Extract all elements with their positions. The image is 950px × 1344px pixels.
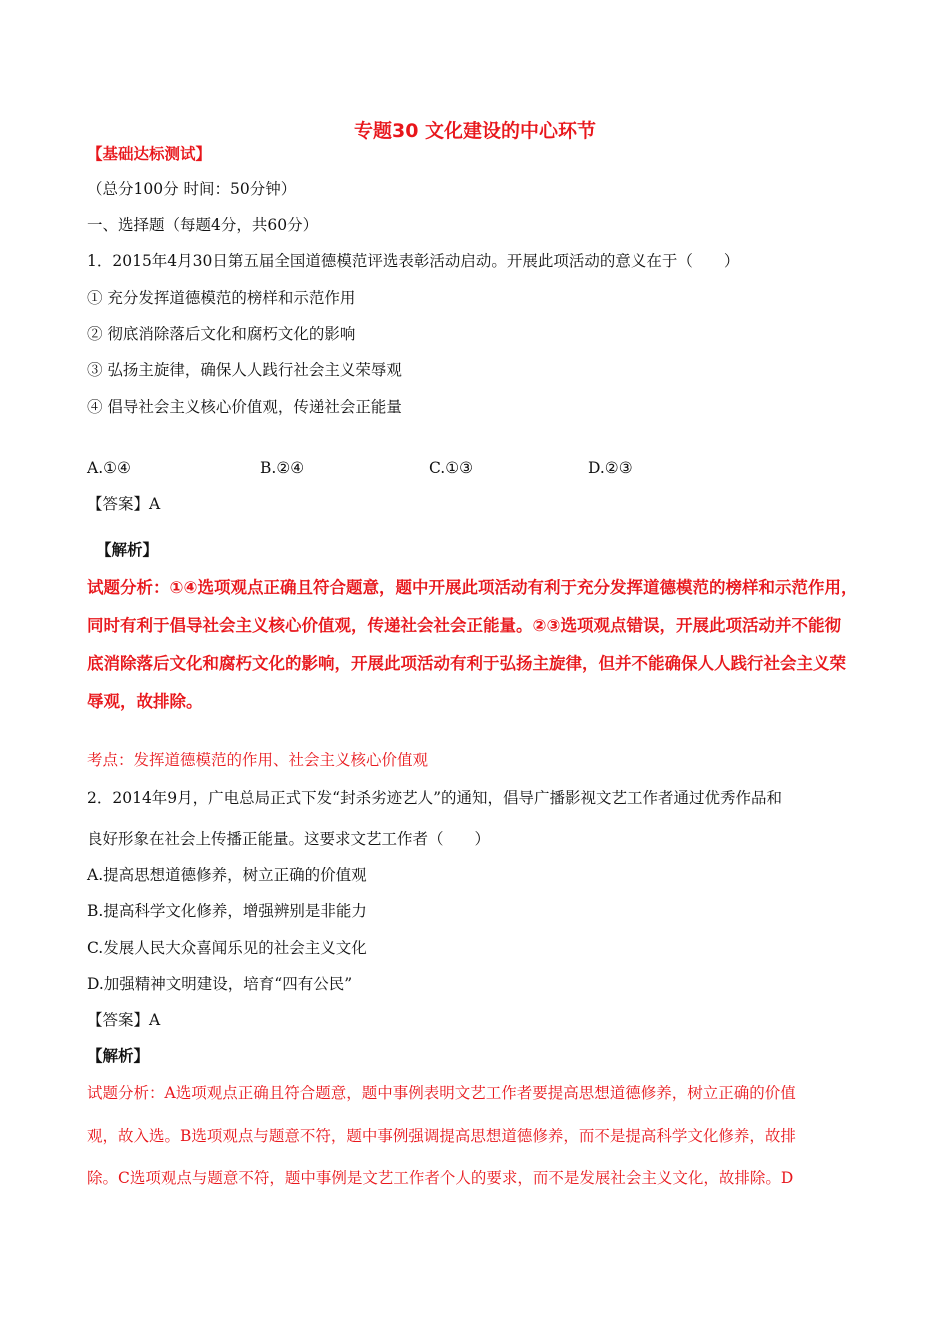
q2-option-d: D.加强精神文明建设，培育“四有公民” [87,975,353,993]
q2-analysis-line: 观，故入选。B选项观点与题意不符，题中事例强调提高思想道德修养，而不是提高科学文化修养，故排 [87,1127,796,1145]
q2-option-c: C.发展人民大众喜闻乐见的社会主义文化 [87,939,367,957]
q2-option-b: B.提高科学文化修养，增强辨别是非能力 [87,902,367,920]
q1-answer: 【答案】A [87,495,161,513]
q1-item: ② 彻底消除落后文化和腐朽文化的影响 [87,325,356,343]
q1-item: ③ 弘扬主旋律，确保人人践行社会主义荣辱观 [87,361,402,379]
q1-stem: 1．2015年4月30日第五届全国道德模范评选表彰活动启动。开展此项活动的意义在于（ ） [87,252,740,270]
part1-heading: 一、选择题（每题4分，共60分） [87,216,319,234]
q1-analysis-line: 试题分析：①④选项观点正确且符合题意，题中开展此项活动有利于充分发挥道德模范的榜样和示范作用， [87,578,858,597]
q2-stem-line: 良好形象在社会上传播正能量。这要求文艺工作者（ ） [87,830,491,848]
q2-analysis-label: 【解析】 [87,1046,150,1065]
q1-option-a: A.①④ [87,459,131,477]
q1-option-b: B.②④ [260,459,305,477]
q2-analysis-line: 试题分析：A选项观点正确且符合题意，题中事例表明文艺工作者要提高思想道德修养，树立正确的价值 [87,1084,796,1102]
q1-analysis-line: 辱观，故排除。 [87,692,203,711]
document-title: 专题30 文化建设的中心环节 [353,120,597,142]
q2-analysis-line: 除。C选项观点与题意不符，题中事例是文艺工作者个人的要求，而不是发展社会主义文化，故排除。D [87,1169,794,1187]
q1-item: ① 充分发挥道德模范的榜样和示范作用 [87,289,356,307]
section-label: 【基础达标测试】 [87,144,212,163]
q1-analysis-line: 底消除落后文化和腐朽文化的影响，开展此项活动有利于弘扬主旋律，但并不能确保人人践行社会主义荣 [87,654,846,673]
q1-item: ④ 倡导社会主义核心价值观，传递社会正能量 [87,398,402,416]
q1-option-c: C.①③ [429,459,474,477]
q1-kaodian: 考点：发挥道德模范的作用、社会主义核心价值观 [87,751,429,769]
q2-stem-line: 2．2014年9月，广电总局正式下发“封杀劣迹艺人”的通知，倡导广播影视文艺工作者通过优秀作品和 [87,789,783,807]
q1-analysis-line: 同时有利于倡导社会主义核心价值观，传递社会社会正能量。②③选项观点错误，开展此项活动并不能彻 [87,616,841,635]
q2-answer: 【答案】A [87,1011,161,1029]
q1-analysis-label: 【解析】 [96,540,159,559]
exam-meta: （总分100分 时间：50分钟） [87,180,297,198]
q2-option-a: A.提高思想道德修养，树立正确的价值观 [87,866,367,884]
q1-option-d: D.②③ [588,459,633,477]
